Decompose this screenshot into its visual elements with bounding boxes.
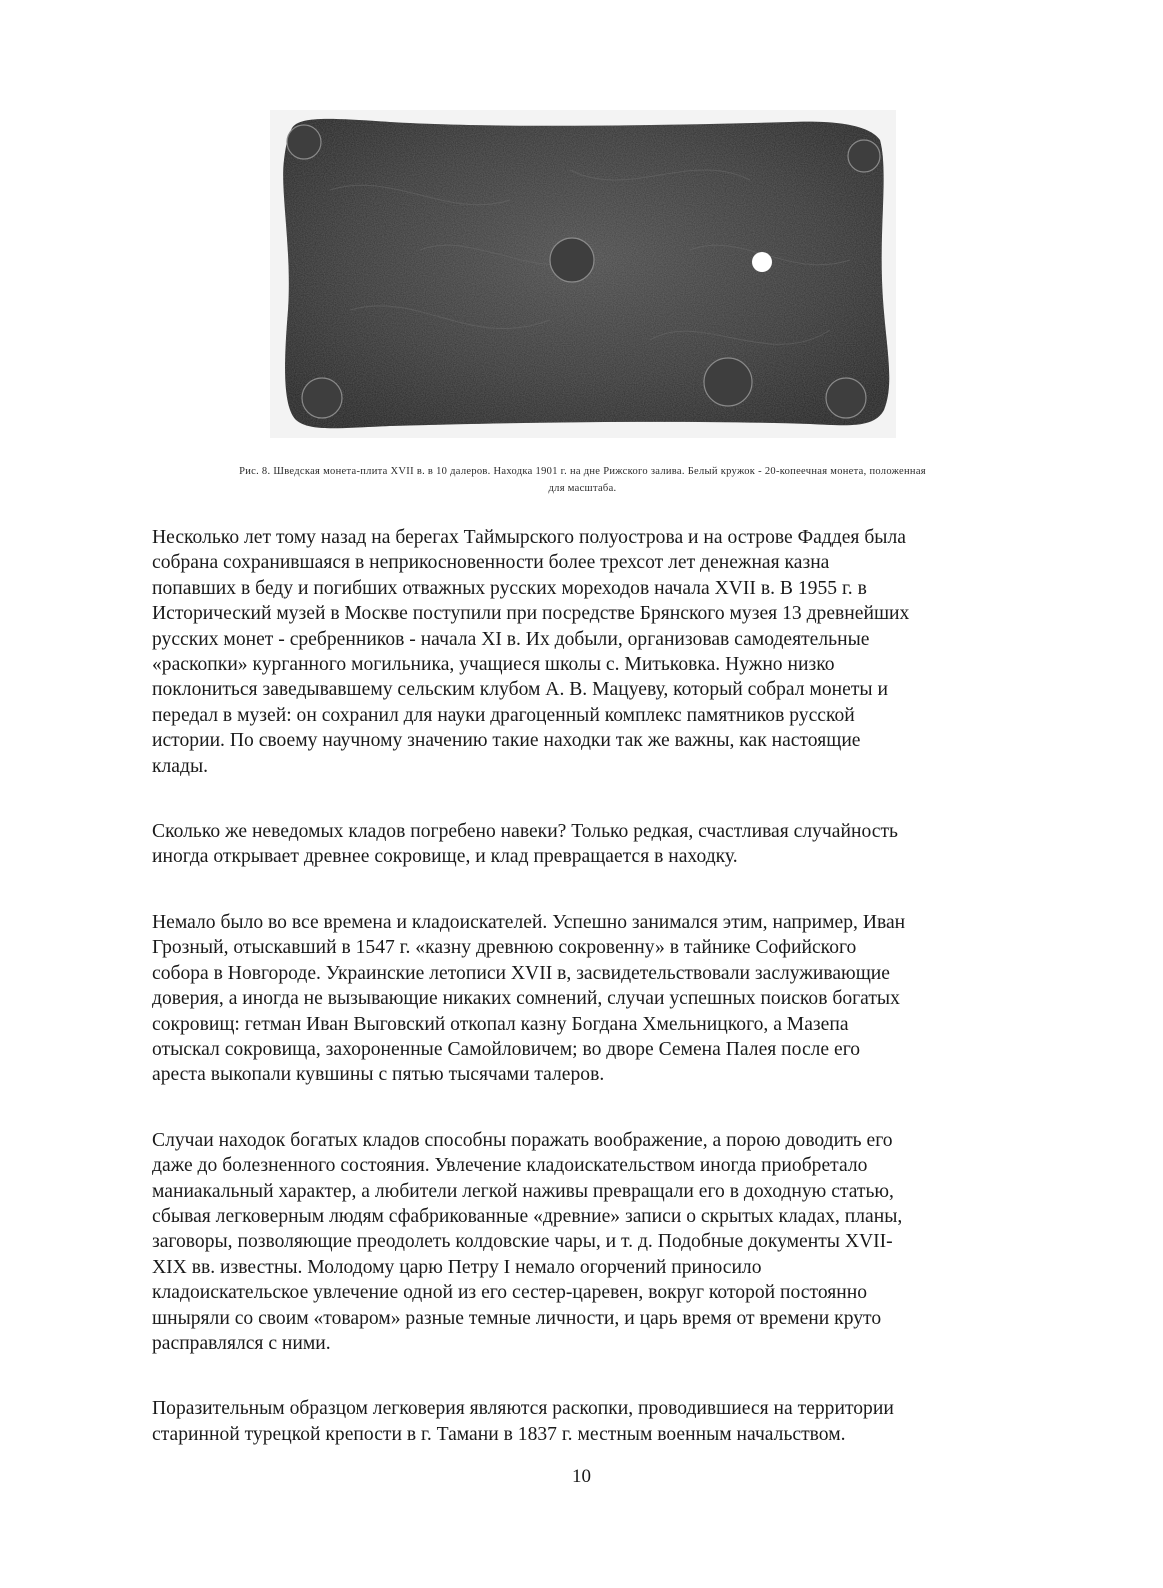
figure-caption: Рис. 8. Шведская монета-плита XVII в. в 10 далеров. Находка 1901 г. на дне Рижского залива. Белый кружок - 20-копеечная монета, положенная для масштаба. [239,466,926,494]
paragraph: Сколько же неведомых кладов погребено навеки? Только редкая, счастливая случайность иногда открывает древнее сокровище, и клад превращается в находку. [152,821,898,868]
paragraph: Немало было во все времена и кладоискателей. Успешно занимался этим, например, Иван Грозный, отыскавший в 1547 г. «казну древнюю сокровенну» в тайнике Софийского собора в Новгороде. Украинские летописи XVII в, засвидетельствовали заслуживающие доверия, а иногда не вызывающие никаких сомнений, случаи успешных поисков богатых сокровищ: гетман Иван Выговский откопал казну Богдана Хмельницкого, а Мазепа отыскал сокровища, захороненные Самойловичем; во дворе Семена Палея после его ареста выкопали кувшины с пятью тысячами талеров. [152,911,906,1086]
paragraph: Поразительным образцом легковерия являются раскопки, проводившиеся на территории старинной турецкой крепости в г. Тамани в 1837 г. местным военным начальством. [152,1398,894,1445]
paragraph: Случаи находок богатых кладов способны поражать воображение, а порою доводить его даже до болезненного состояния. Увлечение кладоискательством иногда приобретало маниакальный характер, а любители легкой наживы превращали его в доходную статью, сбывая легковерным людям сфабрикованные «древние» записи о скрытых кладах, планы, заговоры, позволяющие преодолеть колдовские чары, и т. д. Подобные документы XVII- XIX вв. известны. Молодому царю Петру I немало огорчений приносило кладоискательское увлечение одной из его сестер-царевен, вокруг которой постоянно шныряли со своим «товаром» разные темные личности, и царь время от времени круто расправлялся с ними. [152,1129,903,1354]
article-body [152,525,1032,1487]
page-number: 10 [572,1466,591,1487]
coin-plate-photo [270,110,896,438]
scale-coin-marker [752,252,772,272]
paragraph: Несколько лет тому назад на берегах Таймырского полуострова и на острове Фаддея была собрана сохранившаяся в неприкосновенности более трехсот лет денежная казна попавших в беду и погибших отважных русских мореходов начала XVII в. В 1955 г. в Исторический музей в Москве поступили при посредстве Брянского музея 13 древнейших русских монет - сребренников - начала XI в. Их добыли, организовав самодеятельные «раскопки» курганного могильника, учащиеся школы с. Митьковка. Нужно низко поклониться заведывавшему сельским клубом А. В. Мацуеву, который собрал монеты и передал в музей: он сохранил для науки драгоценный комплекс памятников русской истории. По своему научному значению такие находки так же важны, как настоящие клады. [152,527,910,777]
